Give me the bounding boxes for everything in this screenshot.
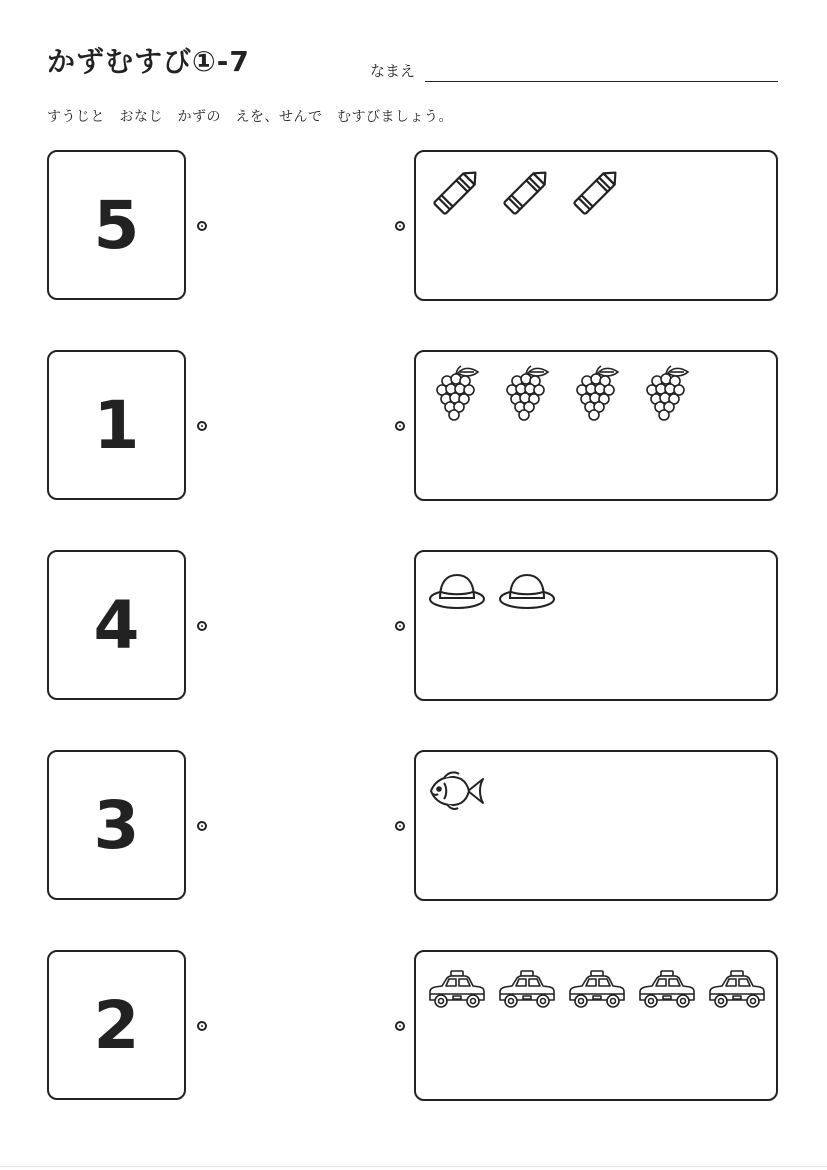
grapes-icon bbox=[434, 364, 482, 426]
right-connect-dot-4[interactable] bbox=[395, 821, 405, 831]
taxi-icon bbox=[636, 968, 698, 1016]
taxi-icon bbox=[566, 968, 628, 1016]
number-card-1 bbox=[47, 150, 186, 300]
number-card-2 bbox=[47, 350, 186, 500]
left-connect-dot-5[interactable] bbox=[197, 1021, 207, 1031]
crayon-icon bbox=[498, 162, 556, 224]
grapes-icon bbox=[644, 364, 692, 426]
left-connect-dot-1[interactable] bbox=[197, 221, 207, 231]
number-card-4 bbox=[47, 750, 186, 900]
picture-card-4 bbox=[414, 750, 778, 901]
number-value: 4 bbox=[93, 586, 140, 664]
taxi-icon bbox=[706, 968, 768, 1016]
left-connect-dot-2[interactable] bbox=[197, 421, 207, 431]
number-card-3 bbox=[47, 550, 186, 700]
picture-card-1 bbox=[414, 150, 778, 301]
right-connect-dot-5[interactable] bbox=[395, 1021, 405, 1031]
taxi-icon bbox=[426, 968, 488, 1016]
instruction-text: すうじと おなじ かずの えを、せんで むすびましょう。 bbox=[47, 109, 453, 125]
right-connect-dot-3[interactable] bbox=[395, 621, 405, 631]
fish-icon bbox=[428, 768, 486, 818]
number-value: 1 bbox=[93, 386, 140, 464]
name-label: なまえ bbox=[370, 62, 416, 80]
picture-card-5 bbox=[414, 950, 778, 1101]
worksheet-title: かずむすび①-7 bbox=[47, 45, 250, 78]
right-connect-dot-2[interactable] bbox=[395, 421, 405, 431]
name-field-line[interactable] bbox=[425, 81, 778, 82]
number-value: 2 bbox=[93, 986, 140, 1064]
hat-icon bbox=[498, 570, 556, 616]
grapes-icon bbox=[504, 364, 552, 426]
number-value: 3 bbox=[93, 786, 140, 864]
left-connect-dot-3[interactable] bbox=[197, 621, 207, 631]
number-card-5 bbox=[47, 950, 186, 1100]
taxi-icon bbox=[496, 968, 558, 1016]
number-value: 5 bbox=[93, 186, 140, 264]
picture-card-3 bbox=[414, 550, 778, 701]
picture-card-2 bbox=[414, 350, 778, 501]
page-bottom-edge bbox=[0, 1166, 827, 1167]
right-connect-dot-1[interactable] bbox=[395, 221, 405, 231]
left-connect-dot-4[interactable] bbox=[197, 821, 207, 831]
crayon-icon bbox=[428, 162, 486, 224]
grapes-icon bbox=[574, 364, 622, 426]
hat-icon bbox=[428, 570, 486, 616]
crayon-icon bbox=[568, 162, 626, 224]
